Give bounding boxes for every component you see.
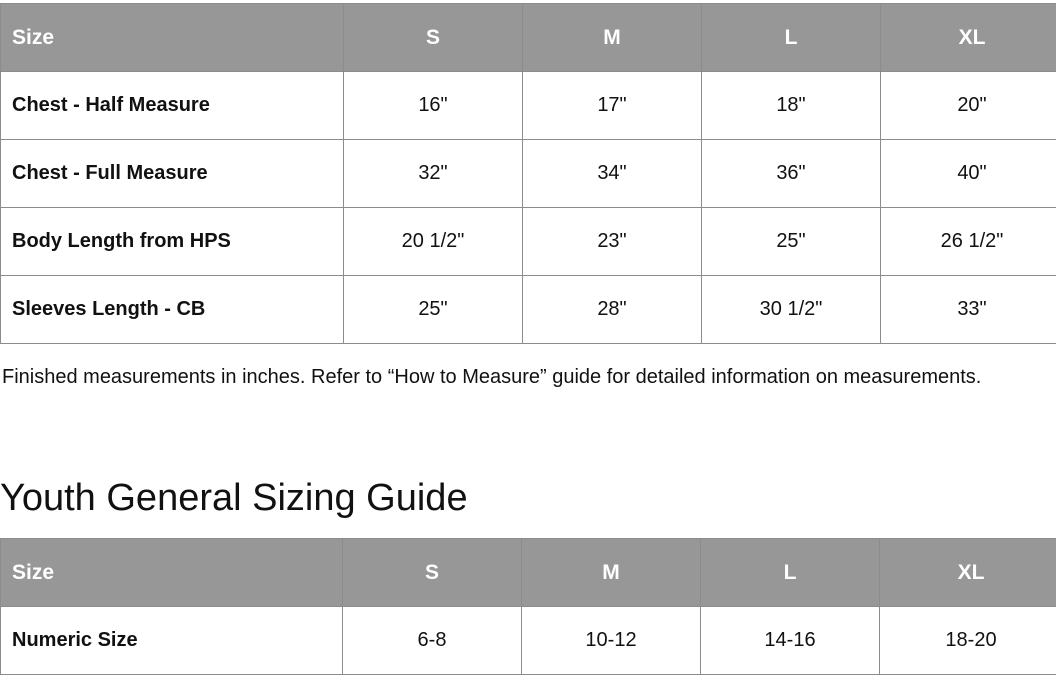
header-cell-size: Size bbox=[1, 539, 343, 607]
table-cell: 18" bbox=[702, 72, 881, 140]
table-cell: 6-8 bbox=[343, 607, 522, 675]
header-cell-size: Size bbox=[1, 4, 344, 72]
table-header-row bbox=[1, 539, 1056, 607]
table-row bbox=[1, 140, 1056, 208]
table-header-row bbox=[1, 4, 1056, 72]
table-cell: 32" bbox=[344, 140, 523, 208]
table-cell: 17" bbox=[523, 72, 702, 140]
table-row bbox=[1, 607, 1056, 675]
measurement-note: Finished measurements in inches. Refer to “How to Measure” guide for detailed information on measurements. bbox=[2, 366, 981, 389]
table-cell: 36" bbox=[702, 140, 881, 208]
header-cell-xl: XL bbox=[881, 4, 1056, 72]
table-cell: 34" bbox=[523, 140, 702, 208]
youth-sizing-table bbox=[0, 538, 1056, 675]
table-row bbox=[1, 72, 1056, 140]
table-cell: 18-20 bbox=[880, 607, 1056, 675]
header-cell-m: M bbox=[522, 539, 701, 607]
row-label: Chest - Half Measure bbox=[1, 72, 344, 140]
header-cell-s: S bbox=[344, 4, 523, 72]
table-cell: 25" bbox=[344, 276, 523, 344]
header-cell-l: L bbox=[701, 539, 880, 607]
table-cell: 30 1/2" bbox=[702, 276, 881, 344]
row-label: Sleeves Length - CB bbox=[1, 276, 344, 344]
table-cell: 14-16 bbox=[701, 607, 880, 675]
row-label: Chest - Full Measure bbox=[1, 140, 344, 208]
table-cell: 33" bbox=[881, 276, 1056, 344]
row-label: Numeric Size bbox=[1, 607, 343, 675]
header-cell-xl: XL bbox=[880, 539, 1056, 607]
header-cell-m: M bbox=[523, 4, 702, 72]
table-cell: 20 1/2" bbox=[344, 208, 523, 276]
table-cell: 20" bbox=[881, 72, 1056, 140]
table-cell: 40" bbox=[881, 140, 1056, 208]
youth-section-title: Youth General Sizing Guide bbox=[0, 477, 468, 520]
table-cell: 26 1/2" bbox=[881, 208, 1056, 276]
table-cell: 16" bbox=[344, 72, 523, 140]
table-row bbox=[1, 276, 1056, 344]
header-cell-s: S bbox=[343, 539, 522, 607]
measurement-table bbox=[0, 3, 1056, 344]
table-row bbox=[1, 208, 1056, 276]
row-label: Body Length from HPS bbox=[1, 208, 344, 276]
table-cell: 23" bbox=[523, 208, 702, 276]
table-cell: 25" bbox=[702, 208, 881, 276]
header-cell-l: L bbox=[702, 4, 881, 72]
table-cell: 10-12 bbox=[522, 607, 701, 675]
table-cell: 28" bbox=[523, 276, 702, 344]
